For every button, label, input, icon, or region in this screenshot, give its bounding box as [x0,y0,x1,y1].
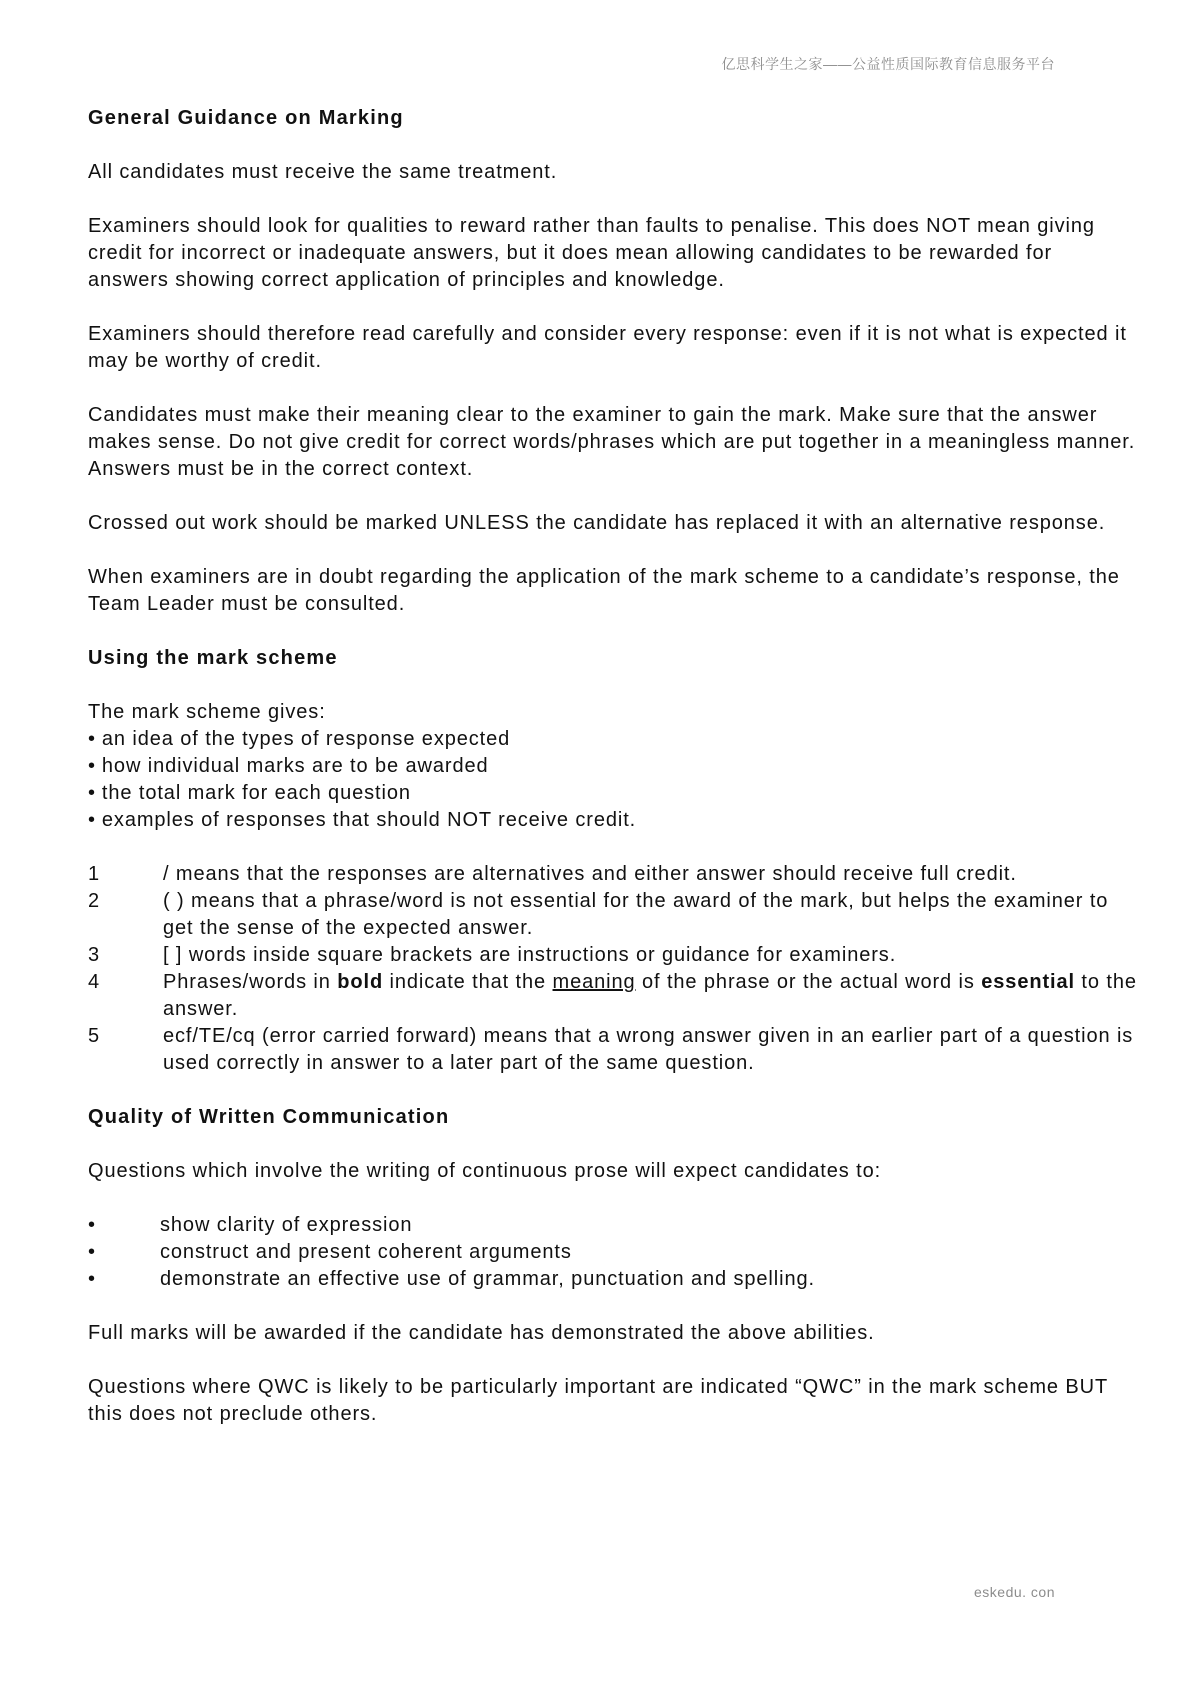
list-item [88,1266,1138,1293]
paragraph: Questions where QWC is likely to be particularly important are indicated “QWC” in the mark scheme BUT this does not preclude others. [88,1376,1108,1425]
mark-scheme-gives-list [88,726,1138,834]
rule-text: [ ] words inside square brackets are instructions or guidance for examiners. [163,944,897,966]
mark-scheme-intro: The mark scheme gives: [88,701,326,723]
paragraph: Examiners should therefore read carefully and consider every response: even if it is not what is expected it may be worthy of credit. [88,323,1127,372]
rule-item [88,942,1138,969]
list-item: • examples of responses that should NOT receive credit. [88,807,1138,834]
bold-word: bold [337,971,384,993]
rule-number: 3 [88,944,101,966]
list-item-text: construct and present coherent arguments [160,1241,572,1263]
rule-text-part: of the phrase or the actual word is [635,971,982,993]
rule-number: 2 [88,890,101,912]
bullet-icon: • [88,1241,96,1263]
page-header: 亿思科学生之家——公益性质国际教育信息服务平台 [721,56,1055,72]
list-item [88,1239,1138,1266]
paragraph: All candidates must receive the same treatment. [88,161,558,183]
list-item-text: show clarity of expression [160,1214,413,1236]
paragraph: Examiners should look for qualities to reward rather than faults to penalise. This does NOT mean giving credit for incorrect or inadequate answers, but it does mean allowing candidates to be rewarded for answers showing correct application of principles and knowledge. [88,215,1095,291]
bold-word: essential [981,971,1075,993]
mark-scheme-rules [88,861,1138,1077]
bullet-icon: • [88,1268,96,1290]
list-item [88,1212,1138,1239]
rule-text [163,969,1138,1023]
rule-item [88,888,1138,942]
rule-number: 4 [88,971,101,993]
rule-text: ecf/TE/cq (error carried forward) means that a wrong answer given in an earlier part of a question is used correctly in answer to a later part of the same question. [163,1025,1134,1074]
rule-text: / means that the responses are alternatives and either answer should receive full credit. [163,863,1017,885]
paragraph: Crossed out work should be marked UNLESS the candidate has replaced it with an alternative response. [88,512,1106,534]
rule-text-part: indicate that the [383,971,553,993]
bullet-icon: • [88,1214,96,1236]
rule-item [88,861,1138,888]
underlined-word: meaning [552,971,636,993]
rule-number: 1 [88,863,101,885]
paragraph: Full marks will be awarded if the candidate has demonstrated the above abilities. [88,1322,875,1344]
rule-number: 5 [88,1025,101,1047]
rule-item [88,1023,1138,1077]
rule-text-part: Phrases/words in [163,971,338,993]
list-item: • an idea of the types of response expected [88,726,1138,753]
section-heading-mark-scheme: Using the mark scheme [88,647,338,669]
page-footer: eskedu. con [974,1584,1055,1600]
rule-item [88,969,1138,1023]
qwc-list [88,1212,1138,1293]
qwc-intro: Questions which involve the writing of continuous prose will expect candidates to: [88,1160,882,1182]
section-heading-qwc: Quality of Written Communication [88,1106,450,1128]
list-item: • the total mark for each question [88,780,1138,807]
list-item-text: demonstrate an effective use of grammar, punctuation and spelling. [160,1268,815,1290]
document-body [88,105,1138,1455]
paragraph: When examiners are in doubt regarding the application of the mark scheme to a candidate’s response, the Team Leader must be consulted. [88,566,1120,615]
list-item: • how individual marks are to be awarded [88,753,1138,780]
rule-text-part: to the answer. [163,971,1137,1020]
paragraph: Candidates must make their meaning clear to the examiner to gain the mark. Make sure that the answer makes sense. Do not give credit for correct words/phrases which are put together in a meaningless manner. Answers must be in the correct context. [88,404,1136,480]
section-heading-general-guidance: General Guidance on Marking [88,107,404,129]
rule-text: ( ) means that a phrase/word is not essential for the award of the mark, but helps the examiner to get the sense of the expected answer. [163,890,1109,939]
